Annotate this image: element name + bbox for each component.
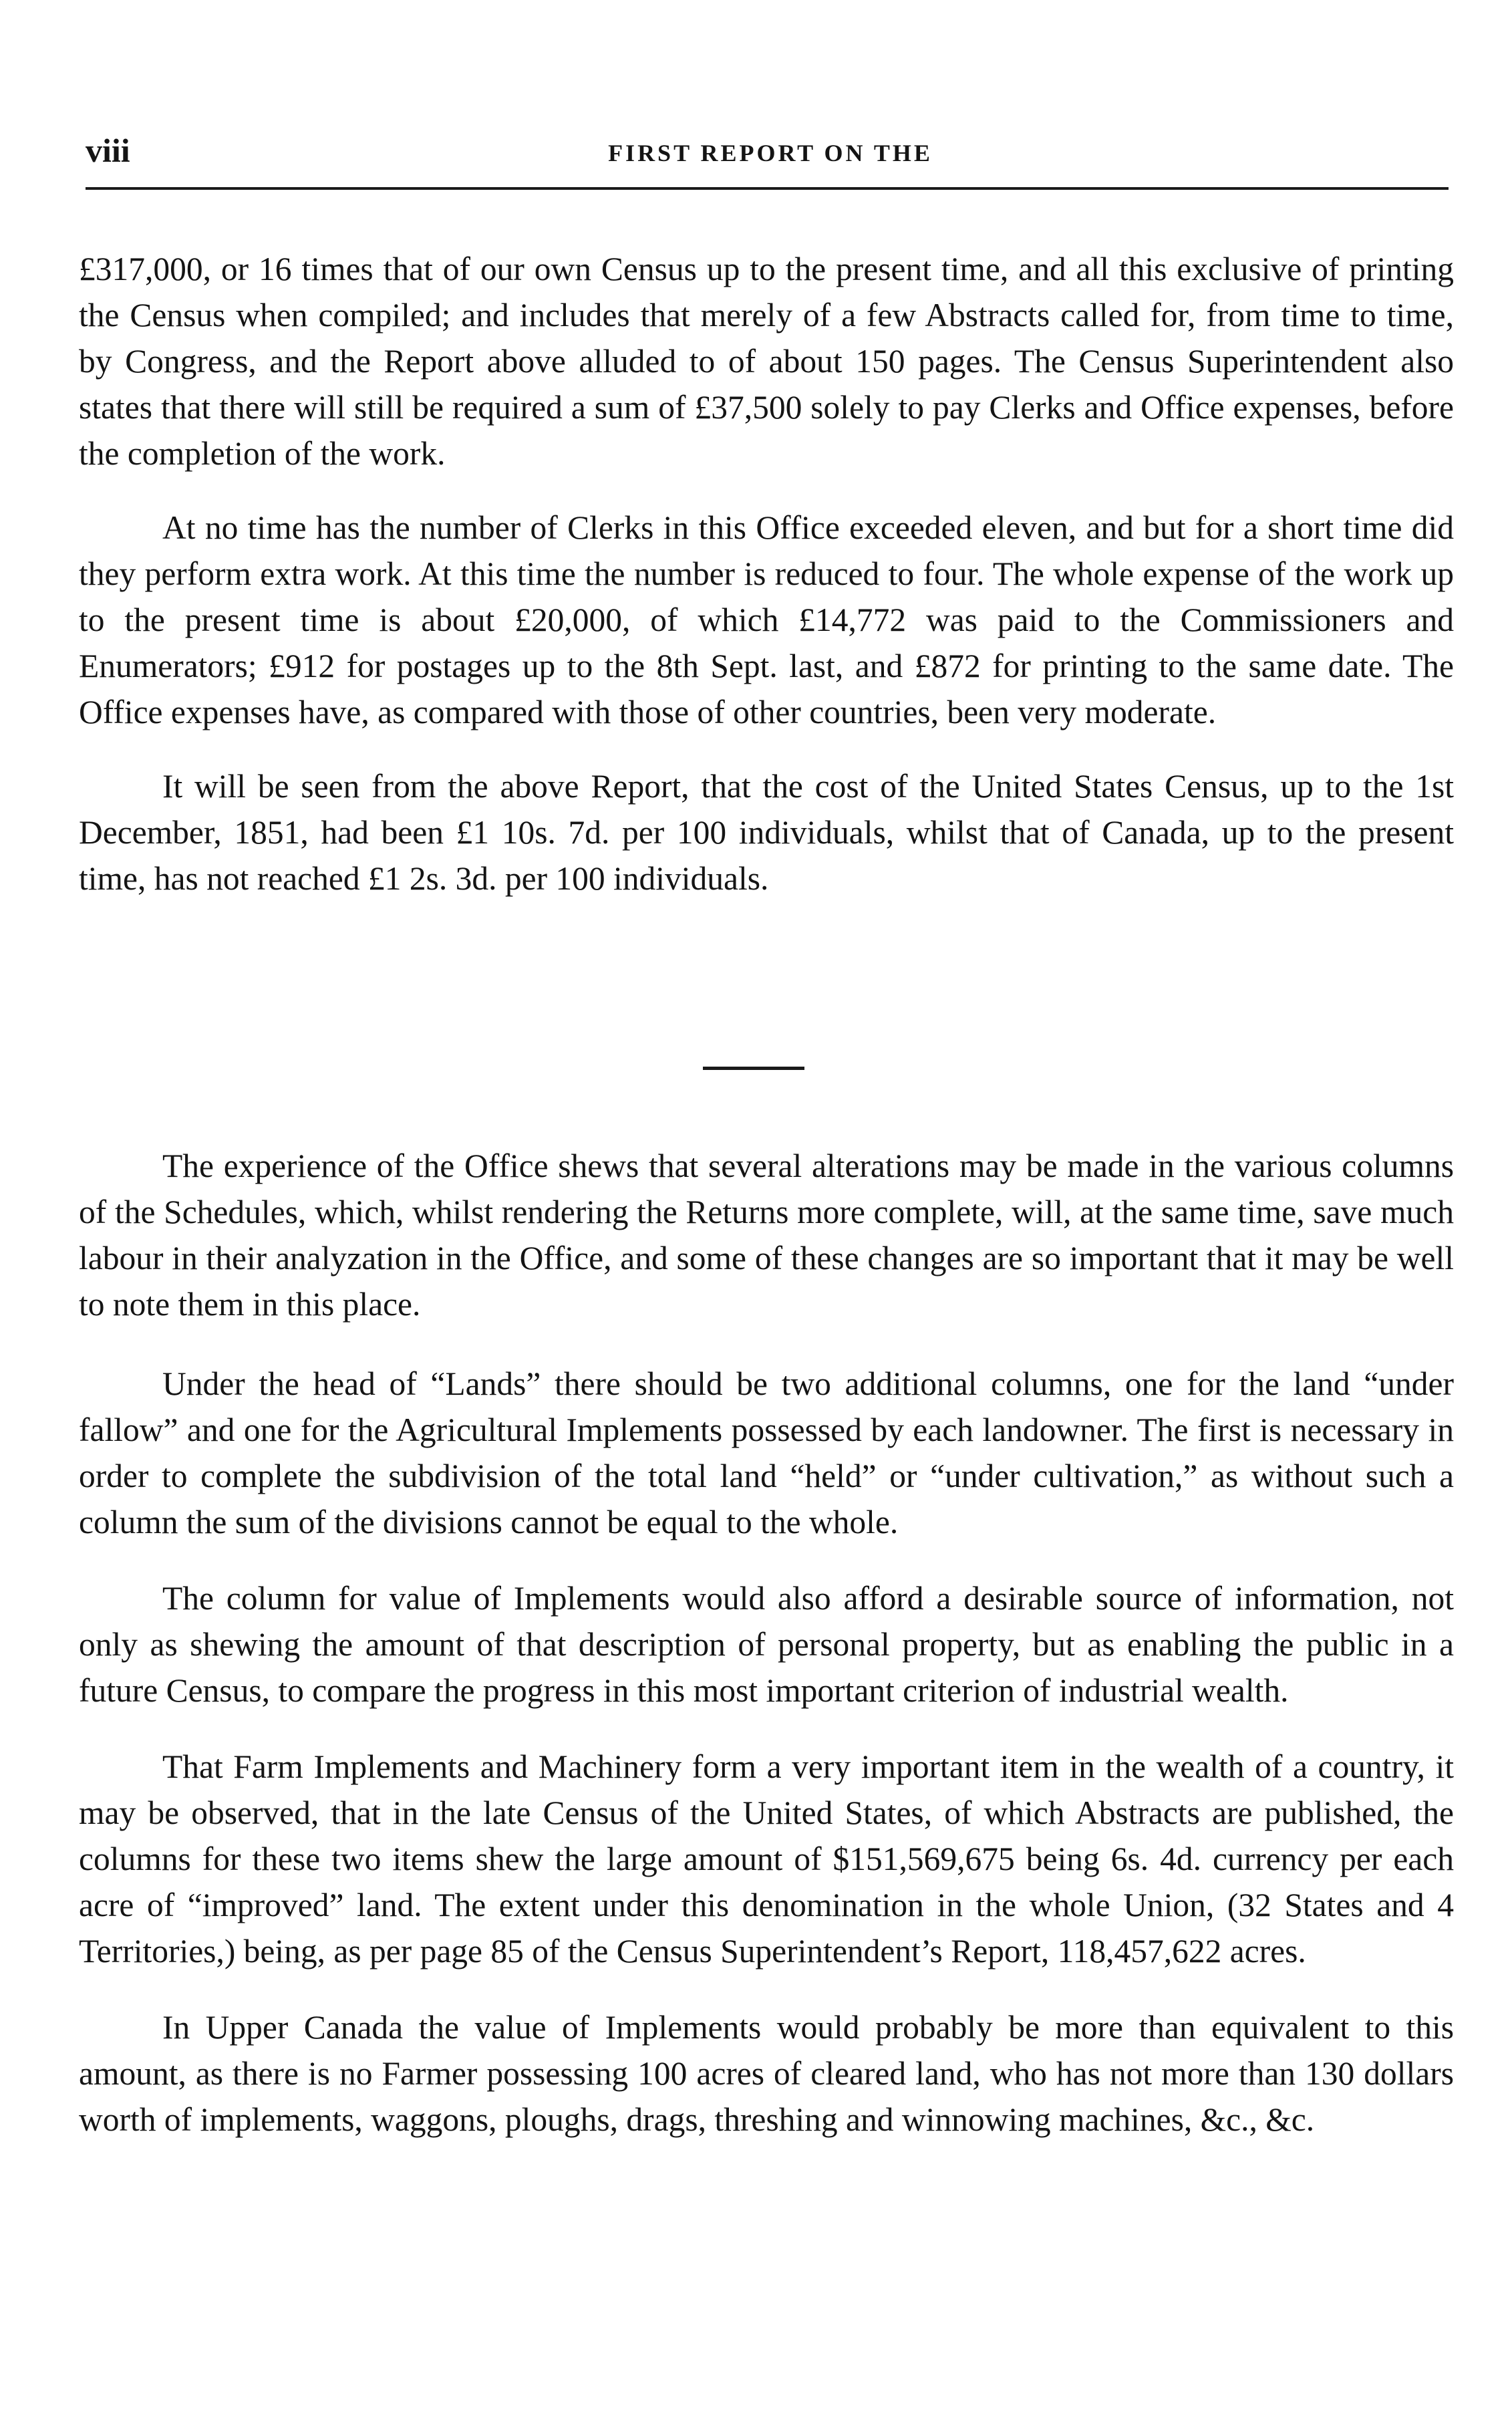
section-separator-rule (703, 1067, 804, 1070)
paragraph-cost-per-individual: It will be seen from the above Report, that the cost of the United States Census, up to the 1st December, 1851, had been £1 10s. 7d. per 100 individuals, whilst that of Canada, up to the present time, has not reached £1 2s. 3d. per 100 individuals. (79, 768, 1454, 897)
paragraph-upper-canada: In Upper Canada the value of Implements would probably be more than equivalent to this amount, as there is no Farmer possessing 100 acres of cleared land, who has not more than 130 dollars worth of implements, waggons, ploughs, drags, threshing and winnowing machines, &c., &c. (79, 2009, 1454, 2138)
page-number: viii (86, 132, 130, 169)
paragraph-clerks-expense: At no time has the number of Clerks in this Office exceeded eleven, and but for a short time did they perform extra work. At this time the number is reduced to four. The whole expense of the work up to the present time is about £20,000, of which £14,772 was paid to the Commissioners and Enumerators; £912 for postages up to the 8th Sept. last, and £872 for printing to the same date. The Office expenses have, as compared with those of other countries, been very moderate. (79, 509, 1454, 730)
paragraph-lands-columns: Under the head of “Lands” there should be two additional columns, one for the land “under fallow” and one for the Agricultural Implements possessed by each landowner. The first is necessary in order to complete the subdivision of the total land “held” or “under cultivation,” as without such a column the sum of the divisions cannot be equal to the whole. (79, 1365, 1454, 1540)
paragraph-implements-value: The column for value of Implements would also afford a desirable source of information, not only as shewing the amount of that description of personal property, but as enabling the public in a future Census, to compare the progress in this most important criterion of industrial wealth. (79, 1580, 1454, 1709)
paragraph-farm-implements: That Farm Implements and Machinery form a very important item in the wealth of a country, it may be observed, that in the late Census of the United States, of which Abstracts are published, the columns for these two items shew the large amount of $151,569,675 being 6s. 4d. currency per each acre of “improved” land. The extent under this denomination in the whole Union, (32 States and 4 Territories,) being, as per page 85 of the Census Superintendent’s Report, 118,457,622 acres. (79, 1748, 1454, 1970)
running-title: FIRST REPORT ON THE (608, 140, 933, 166)
section-schedule-alterations (79, 1143, 1454, 2143)
running-head (86, 131, 1455, 178)
paragraph-office-experience: The experience of the Office shews that several alterations may be made in the various columns of the Schedules, which, whilst rendering the Returns more complete, will, at the same time, save much labour in their analyzation in the Office, and some of these changes are so important that it may be well to note them in this place. (79, 1147, 1454, 1323)
paragraph-census-cost: £317,000, or 16 times that of our own Census up to the present time, and all this exclusive of printing the Census when compiled; and includes that merely of a few Abstracts called for, from time to time, by Congress, and the Report above alluded to of about 150 pages. The Census Superintendent also states that there will still be required a sum of £37,500 solely to pay Clerks and Office expenses, before the completion of the work. (79, 251, 1454, 472)
section-cost-comparison (79, 246, 1454, 902)
header-rule (86, 187, 1449, 190)
